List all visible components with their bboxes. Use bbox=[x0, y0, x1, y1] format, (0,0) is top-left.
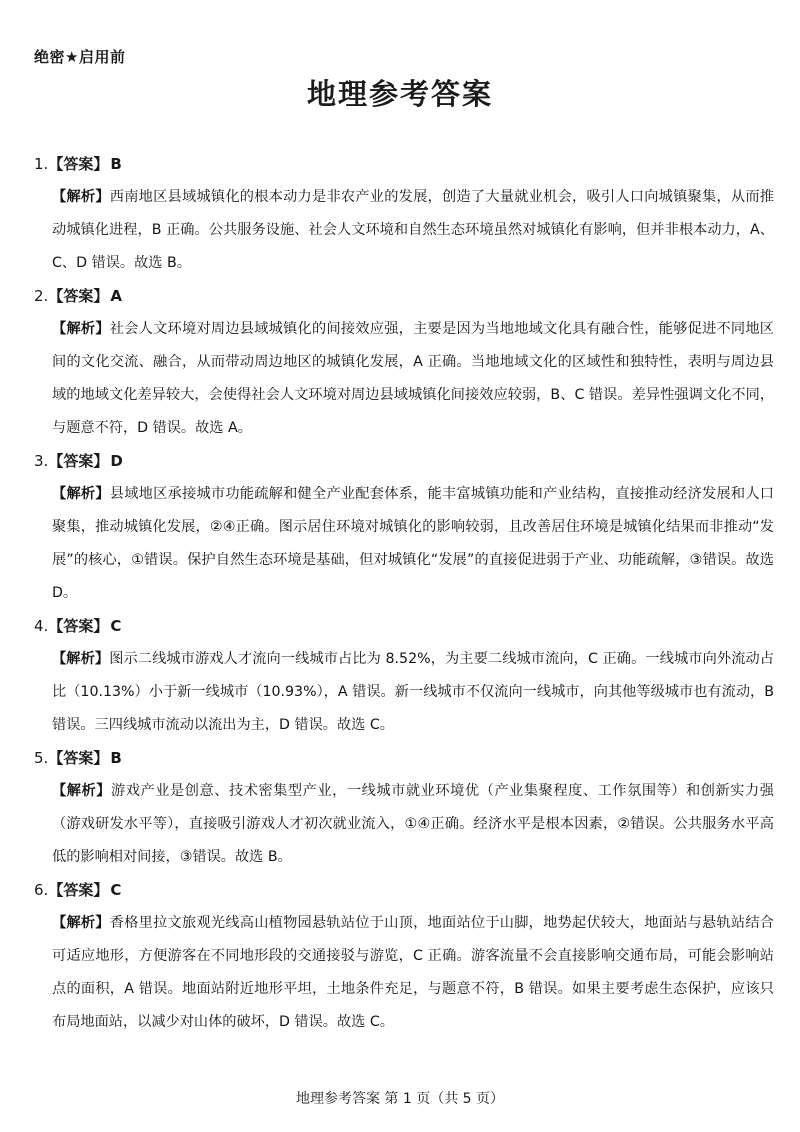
answer-value: B bbox=[110, 749, 122, 767]
answer-line bbox=[34, 280, 774, 313]
analysis-label: 【解析】 bbox=[52, 651, 110, 667]
analysis-body: 游戏产业是创意、技术密集型产业，一线城市就业环境优（产业集聚程度、工作氛围等）和创新实力强（游戏研发水平等），直接吸引游戏人才初次就业流入，①④正确。经济水平是根本因素，②错误。公共服务水平高低的影响相对间接，③错误。故选 B。 bbox=[52, 783, 774, 865]
analysis-label: 【解析】 bbox=[52, 915, 110, 931]
question-number: 3. bbox=[34, 452, 49, 470]
analysis-body: 社会人文环境对周边县域城镇化的间接效应强，主要是因为当地地域文化具有融合性，能够促进不同地区间的文化交流、融合，从而带动周边地区的城镇化发展，A 正确。当地地域文化的区域性和独特性，表明与周边县域的地域文化差异较大，会使得社会人文环境对周边县域城镇化间接效应较弱，B、C 错误。差异性强调文化不同，与题意不符，D 错误。故选 A。 bbox=[52, 321, 774, 436]
analysis-text bbox=[52, 313, 774, 445]
answer-line bbox=[34, 445, 774, 478]
page-title: 地理参考答案 bbox=[306, 77, 493, 111]
answer-item-6 bbox=[34, 874, 774, 1039]
analysis-text bbox=[52, 643, 774, 742]
confidential-label: 绝密★启用前 bbox=[34, 48, 126, 66]
analysis-label: 【解析】 bbox=[52, 486, 110, 502]
answer-item-5 bbox=[34, 742, 774, 874]
question-number: 2. bbox=[34, 287, 49, 305]
answer-value: B bbox=[110, 155, 122, 173]
analysis-text bbox=[52, 478, 774, 610]
answer-item-3 bbox=[34, 445, 774, 610]
analysis-body: 县域地区承接城市功能疏解和健全产业配套体系，能丰富城镇功能和产业结构，直接推动经济发展和人口聚集，推动城镇化发展，②④正确。图示居住环境对城镇化的影响较弱，且改善居住环境是城镇化结果而非推动“发展”的核心，①错误。保护自然生态环境是基础，但对城镇化“发展”的直接促进弱于产业、功能疏解，③错误。故选 D。 bbox=[52, 486, 774, 601]
answer-label: 【答案】 bbox=[48, 155, 109, 173]
answer-label: 【答案】 bbox=[48, 881, 109, 899]
analysis-text bbox=[52, 181, 774, 280]
answer-line bbox=[34, 742, 774, 775]
analysis-body: 香格里拉文旅观光线高山植物园悬轨站位于山顶，地面站位于山脚，地势起伏较大，地面站与悬轨站结合可适应地形，方便游客在不同地形段的交通接驳与游览，C 正确。游客流量不会直接影响交通布局，可能会影响站点的面积，A 错误。地面站附近地形平坦，土地条件充足，与题意不符，B 错误。如果主要考虑生态保护，应该只布局地面站，以减少对山体的破坏，D 错误。故选 C。 bbox=[52, 915, 774, 1030]
answer-label: 【答案】 bbox=[48, 617, 109, 635]
question-number: 4. bbox=[34, 617, 49, 635]
analysis-body: 图示二线城市游戏人才流向一线城市占比为 8.52%，为主要二线城市流向，C 正确。一线城市向外流动占比（10.13%）小于新一线城市（10.93%），A 错误。新一线城市不仅流向一线城市，向其他等级城市也有流动，B 错误。三四线城市流动以流出为主，D 错误。故选 C。 bbox=[52, 651, 774, 733]
answer-item-4 bbox=[34, 610, 774, 742]
analysis-label: 【解析】 bbox=[52, 783, 111, 799]
answer-line bbox=[34, 148, 774, 181]
answer-line bbox=[34, 874, 774, 907]
answer-line bbox=[34, 610, 774, 643]
analysis-label: 【解析】 bbox=[52, 321, 110, 337]
answer-label: 【答案】 bbox=[48, 452, 109, 470]
analysis-text bbox=[52, 907, 774, 1039]
answer-label: 【答案】 bbox=[48, 749, 109, 767]
analysis-body: 西南地区县域城镇化的根本动力是非农产业的发展，创造了大量就业机会，吸引人口向城镇聚集，从而推动城镇化进程，B 正确。公共服务设施、社会人文环境和自然生态环境虽然对城镇化有影响，但并非根本动力，A、C、D 错误。故选 B。 bbox=[52, 189, 774, 271]
answer-value: A bbox=[110, 287, 122, 305]
page-footer: 地理参考答案 第 1 页（共 5 页） bbox=[295, 1091, 505, 1107]
analysis-label: 【解析】 bbox=[52, 189, 110, 205]
question-number: 1. bbox=[34, 155, 49, 173]
answer-value: D bbox=[110, 452, 123, 470]
answer-item-2 bbox=[34, 280, 774, 445]
question-number: 6. bbox=[34, 881, 49, 899]
answer-label: 【答案】 bbox=[48, 287, 109, 305]
answer-item-1 bbox=[34, 148, 774, 280]
answer-list bbox=[34, 148, 774, 1039]
answer-value: C bbox=[110, 881, 122, 899]
analysis-text bbox=[52, 775, 774, 874]
answer-value: C bbox=[110, 617, 122, 635]
question-number: 5. bbox=[34, 749, 49, 767]
